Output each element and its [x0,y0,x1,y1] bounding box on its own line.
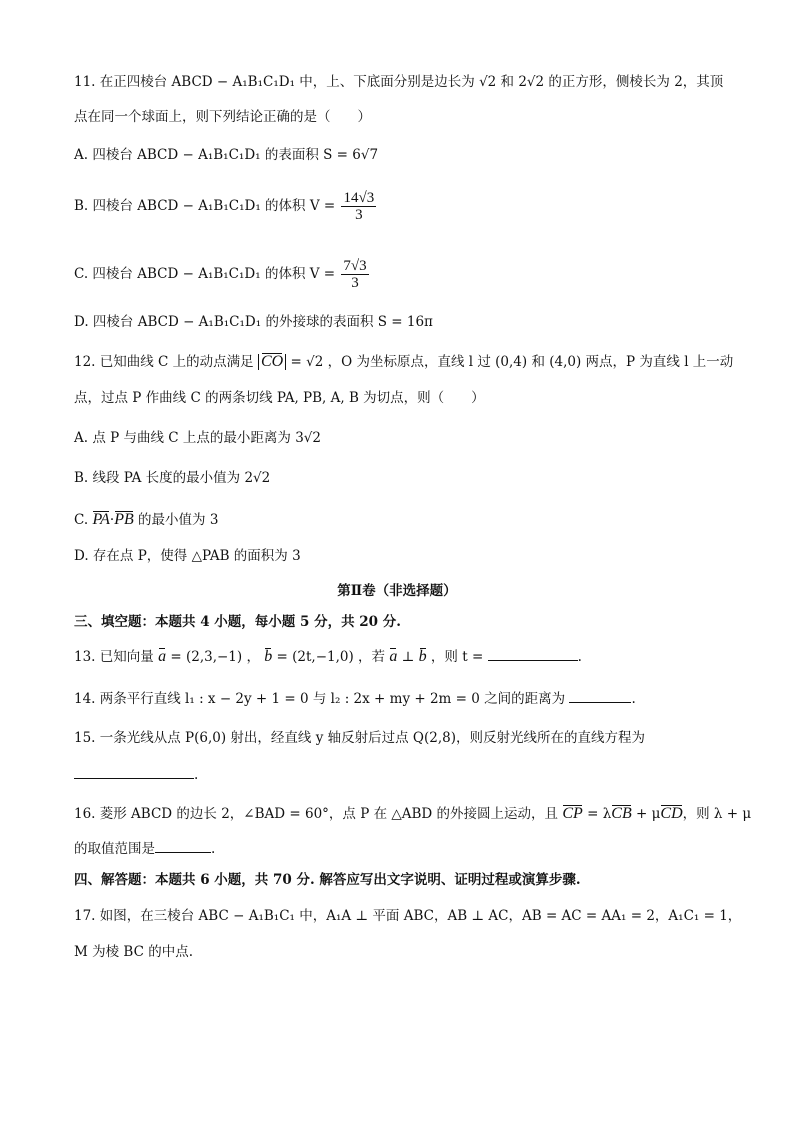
vector-pa: PA [92,511,110,528]
period: . [211,841,216,857]
answer-blank[interactable] [488,646,578,661]
q16-post: ，则 λ + μ [682,806,752,822]
q15-line1: 15. 一条光线从点 P(6,0) 射出，经直线 y 轴反射后过点 Q(2,8)，则反射光线所在的直线方程为 [74,730,646,746]
fraction-denominator: 3 [355,207,363,223]
q13-post: ，则 t = [426,649,484,665]
answer-blank[interactable] [155,838,211,853]
q17-line2: M 为棱 BC 的中点. [74,944,193,960]
q11-option-b-text: B. 四棱台 ABCD − A₁B₁C₁D₁ 的体积 V = [74,198,336,214]
vector-cd: CD [660,805,683,822]
q12-line1-pre: 12. 已知曲线 C 上的动点满足 [74,354,254,370]
q13-mid2: = (2t,−1,0) ，若 [272,649,386,665]
q12-option-c-text: 的最小值为 3 [133,512,219,528]
q13-mid1: = (2,3,−1) ， [166,649,260,665]
q11-option-b-fraction [341,190,376,223]
vector-cb: CB [611,805,632,822]
vector-cp: CP [562,805,583,822]
answer-blank[interactable] [74,764,194,779]
q11-option-c-text: C. 四棱台 ABCD − A₁B₁C₁D₁ 的体积 V = [74,266,336,282]
q12-line1 [74,352,734,372]
q11-line1: 11. 在正四棱台 ABCD − A₁B₁C₁D₁ 中，上、下底面分别是边长为 √2 和 2√2 的正方形，侧棱长为 2，其顶 [74,74,724,90]
section3-heading: 三、填空题：本题共 4 小题，每小题 5 分，共 20 分. [74,614,401,630]
q17-line1: 17. 如图，在三棱台 ABC − A₁B₁C₁ 中，A₁A ⊥ 平面 ABC，AB ⊥ AC，AB = AC = AA₁ = 2，A₁C₁ = 1， [74,908,742,924]
q15-line2 [74,764,734,785]
vector-a: a [389,648,398,665]
vector-b: b [418,648,427,665]
q12-option-a: A. 点 P 与曲线 C 上点的最小距离为 3√2 [74,430,321,446]
q12-option-b: B. 线段 PA 长度的最小值为 2√2 [74,470,271,486]
option-label: C. [74,512,89,528]
q16-eq2: + μ [631,806,661,822]
q16-line1 [74,804,752,824]
q12-option-c [74,510,734,530]
vector-co: CO [260,353,284,370]
section4-heading: 四、解答题：本题共 6 小题，共 70 分. 解答应写出文字说明、证明过程或演算步骤. [74,872,581,888]
q11-option-d: D. 四棱台 ABCD − A₁B₁C₁D₁ 的外接球的表面积 S = 16π [74,314,433,330]
q12-line1-post: = √2 ，O 为坐标原点，直线 l 过 (0,4) 和 (4,0) 两点，P 为直线 l 上一动 [290,354,734,370]
q14-line [74,688,734,709]
q11-option-c [74,258,734,291]
fraction-denominator: 3 [351,275,359,291]
q12-option-d: D. 存在点 P，使得 △PAB 的面积为 3 [74,548,301,564]
perp-symbol: ⊥ [397,649,419,665]
period: . [194,767,199,783]
fraction-numerator: 14√3 [343,190,375,206]
fraction-numerator: 7√3 [343,258,367,274]
q11-option-b [74,190,734,223]
q11-option-c-fraction [341,258,368,291]
q12-vector-abs [258,354,286,370]
q11-line2: 点在同一个球面上，则下列结论正确的是（ ） [74,109,371,125]
q11-option-a: A. 四棱台 ABCD − A₁B₁C₁D₁ 的表面积 S = 6√7 [74,147,379,163]
vector-a: a [158,648,167,665]
vector-pb: PB [114,511,134,528]
vector-b: b [264,648,273,665]
dot-operator: · [109,512,115,528]
q14-text: 14. 两条平行直线 l₁ : x − 2y + 1 = 0 与 l₂ : 2x + my + 2m = 0 之间的距离为 [74,691,566,707]
q12-line2: 点，过点 P 作曲线 C 的两条切线 PA, PB, A, B 为切点，则（ ） [74,390,485,406]
answer-blank[interactable] [569,688,631,703]
q13-line [74,646,734,667]
q16-line2 [74,838,734,859]
q13-pre: 13. 已知向量 [74,649,154,665]
q16-pre: 16. 菱形 ABCD 的边长 2，∠BAD = 60°，点 P 在 △ABD 的外接圆上运动，且 [74,806,559,822]
period: . [631,691,636,707]
q16-line2-pre: 的取值范围是 [74,841,155,857]
q16-eq1: = λ [582,806,612,822]
part2-title: 第Ⅱ卷（非选择题） [337,583,457,599]
period: . [577,649,582,665]
